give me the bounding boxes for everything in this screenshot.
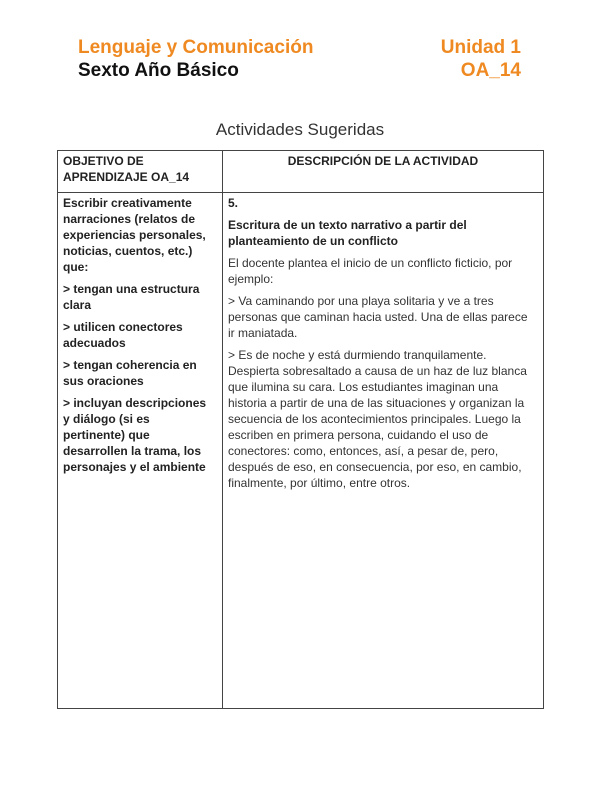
header-line: OBJETIVO DE — [63, 154, 144, 168]
text-line: Escritura de un texto narrativo a partir del — [228, 218, 467, 232]
text-line: personajes y el ambiente — [63, 460, 206, 474]
text-line: personas que caminan hacia usted. Una de ellas parece — [228, 310, 528, 324]
header-line: APRENDIZAJE OA_14 — [63, 170, 190, 184]
text-line: pertinente) que — [63, 428, 150, 442]
unit-label: Unidad 1 — [440, 37, 521, 58]
text-line: historia a partir de una de las situaciones y organizan la — [228, 396, 525, 410]
activities-table — [57, 150, 544, 709]
text-line: > utilicen conectores — [63, 320, 183, 334]
activity-number: 5. — [228, 196, 239, 210]
activity-description — [228, 255, 538, 491]
description-cell — [223, 193, 544, 709]
text-line: después de eso, en consecuencia, por eso, en cambio, — [228, 460, 522, 474]
text-line: > Es de noche y está durmiendo tranquilamente. — [228, 348, 487, 362]
paragraph — [63, 357, 217, 389]
text-line: Despierta sobresaltado a causa de un haz de luz blanca — [228, 364, 527, 378]
text-line: Escribir creativamente — [63, 196, 192, 210]
text-line: clara — [63, 298, 92, 312]
text-line: desarrollen la trama, los — [63, 444, 202, 458]
grade-title: Sexto Año Básico — [78, 60, 239, 81]
text-line: conectores: como, entonces, así, a pesar de, pero, — [228, 444, 499, 458]
text-line: narraciones (relatos de — [63, 212, 196, 226]
paragraph — [63, 395, 217, 475]
text-line: ejemplo: — [228, 272, 274, 286]
table-row — [58, 193, 544, 709]
text-line: escriben en primera persona, cuidando el uso de — [228, 428, 489, 442]
text-line: > incluyan descripciones — [63, 396, 207, 410]
text-line: planteamiento de un conflicto — [228, 234, 399, 248]
text-line: noticias, cuentos, etc.) — [63, 244, 193, 258]
text-line: > tengan una estructura — [63, 282, 200, 296]
objective-header — [58, 151, 223, 193]
text-line: El docente plantea el inicio de un conflicto ficticio, por — [228, 256, 513, 270]
text-line: > Va caminando por una playa solitaria y ve a tres — [228, 294, 494, 308]
paragraph — [228, 347, 538, 491]
paragraph — [228, 293, 538, 341]
text-line: ir maniatada. — [228, 326, 298, 340]
activity-title — [228, 217, 538, 249]
paragraph — [63, 281, 217, 313]
text-line: sus oraciones — [63, 374, 144, 388]
page-title: Actividades Sugeridas — [215, 120, 385, 139]
text-line: experiencias personales, — [63, 228, 206, 242]
text-line: > tengan coherencia en — [63, 358, 197, 372]
text-line: finalmente, por último, entre otros. — [228, 476, 411, 490]
table-header-row — [58, 151, 544, 193]
description-header: DESCRIPCIÓN DE LA ACTIVIDAD — [223, 151, 544, 193]
text-line: adecuados — [63, 336, 126, 350]
text-line: que: — [63, 260, 89, 274]
paragraph — [228, 255, 538, 287]
text-line: que ilumina su cara. Los estudiantes imaginan una — [228, 380, 499, 394]
paragraph — [63, 195, 217, 275]
objective-cell — [58, 193, 223, 709]
oa-label: OA_14 — [460, 60, 521, 81]
text-line: secuencia de los acontecimientos principales. Luego la — [228, 412, 521, 426]
text-line: y diálogo (si es — [63, 412, 150, 426]
subject-title: Lenguaje y Comunicación — [78, 37, 314, 58]
paragraph — [63, 319, 217, 351]
